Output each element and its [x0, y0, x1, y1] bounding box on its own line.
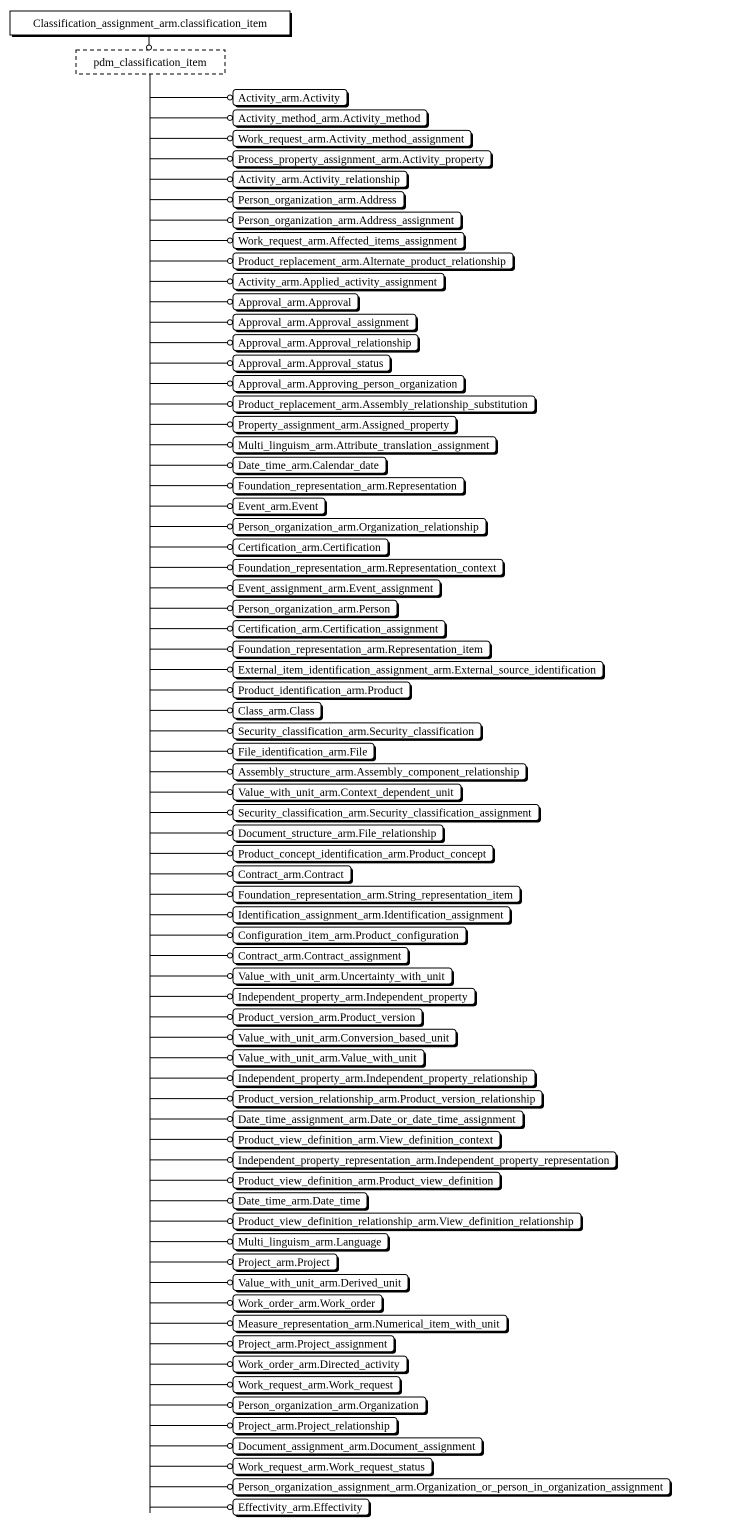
entity-label: Product_replacement_arm.Alternate_product_relationship	[238, 255, 506, 268]
branch-end-circle	[228, 279, 233, 284]
select-item	[150, 1091, 544, 1109]
entity-label: Independent_property_arm.Independent_property	[238, 991, 468, 1004]
select-item	[150, 1234, 390, 1252]
connector-end-circle	[147, 45, 152, 50]
entity-label: Activity_arm.Activity_relationship	[238, 174, 400, 187]
branch-end-circle	[228, 892, 233, 897]
select-item	[150, 416, 458, 434]
select-item	[150, 233, 466, 251]
entity-label: Date_time_arm.Date_time	[238, 1195, 361, 1208]
entity-label: Event_assignment_arm.Event_assignment	[238, 582, 434, 595]
select-item	[150, 825, 445, 843]
select-item	[150, 988, 477, 1006]
select-item	[150, 662, 605, 680]
branch-end-circle	[228, 1505, 233, 1510]
select-item	[150, 805, 541, 823]
select-item	[150, 1499, 371, 1517]
branch-end-circle	[228, 544, 233, 549]
branch-end-circle	[228, 197, 233, 202]
entity-label: Document_assignment_arm.Document_assignment	[238, 1440, 476, 1453]
entity-label: Measure_representation_arm.Numerical_item_with_unit	[238, 1318, 500, 1331]
select-item	[150, 1336, 396, 1354]
select-type-label: pdm_classification_item	[93, 57, 207, 69]
select-item	[150, 927, 468, 945]
entity-label: Person_organization_arm.Organization_relationship	[238, 521, 479, 534]
branch-end-circle	[228, 1464, 233, 1469]
select-item	[150, 273, 446, 291]
entity-label: Foundation_representation_arm.Representation_item	[238, 644, 483, 657]
select-item	[150, 457, 388, 475]
select-item	[150, 1458, 434, 1476]
entity-label: Foundation_representation_arm.Representation	[238, 480, 457, 493]
select-item	[150, 1377, 402, 1395]
select-item	[150, 845, 495, 863]
select-item	[150, 702, 323, 720]
select-item	[150, 110, 429, 128]
branch-end-circle	[228, 1076, 233, 1081]
select-item	[150, 641, 492, 659]
entity-label: Certification_arm.Certification	[238, 541, 381, 554]
select-item	[150, 151, 493, 169]
select-item	[150, 559, 505, 577]
branch-end-circle	[228, 258, 233, 263]
select-item	[150, 294, 360, 312]
branch-end-circle	[228, 95, 233, 100]
entity-label: Person_organization_arm.Person	[238, 603, 391, 616]
entity-label: Value_with_unit_arm.Derived_unit	[238, 1277, 402, 1290]
entity-label: Work_request_arm.Activity_method_assignment	[238, 133, 465, 146]
branch-end-circle	[228, 1403, 233, 1408]
entity-label: File_identification_arm.File	[238, 746, 368, 759]
branch-end-circle	[228, 994, 233, 999]
entity-label: Product_concept_identification_arm.Product_concept	[238, 848, 487, 861]
select-item	[150, 171, 409, 189]
select-item	[150, 580, 442, 598]
entity-label: Value_with_unit_arm.Value_with_unit	[238, 1052, 417, 1065]
select-item	[150, 212, 463, 230]
branch-end-circle	[228, 361, 233, 366]
branch-end-circle	[228, 667, 233, 672]
branch-end-circle	[228, 973, 233, 978]
branch-end-circle	[228, 1362, 233, 1367]
branch-end-circle	[228, 830, 233, 835]
select-item	[150, 1274, 410, 1292]
branch-end-circle	[228, 851, 233, 856]
entity-label: Property_assignment_arm.Assigned_property	[238, 419, 450, 432]
select-item	[150, 1213, 583, 1231]
select-item	[150, 764, 528, 782]
branch-end-circle	[228, 320, 233, 325]
entity-label: Value_with_unit_arm.Uncertainty_with_unit	[238, 970, 445, 983]
select-item	[150, 498, 327, 516]
select-item	[150, 1009, 424, 1027]
entity-label: Product_view_definition_arm.View_definition_context	[238, 1134, 494, 1147]
branch-end-circle	[228, 1341, 233, 1346]
entity-label: Activity_method_arm.Activity_method	[238, 112, 421, 125]
entity-label: Product_version_arm.Product_version	[238, 1011, 416, 1024]
entity-label: Person_organization_assignment_arm.Organization_or_person_in_organization_assignment	[238, 1481, 664, 1494]
entity-label: Work_order_arm.Work_order	[238, 1297, 376, 1310]
select-item	[150, 1295, 384, 1313]
branch-end-circle	[228, 1484, 233, 1489]
entity-label: Event_arm.Event	[238, 501, 319, 514]
select-item	[150, 130, 473, 148]
branch-end-circle	[228, 381, 233, 386]
branch-end-circle	[228, 871, 233, 876]
branch-end-circle	[228, 912, 233, 917]
entity-label: Multi_linguism_arm.Attribute_translation_assignment	[238, 439, 490, 452]
select-item	[150, 1254, 339, 1272]
select-item	[150, 376, 466, 394]
select-item	[150, 1050, 426, 1068]
branch-end-circle	[228, 299, 233, 304]
select-item	[150, 886, 522, 904]
branch-end-circle	[228, 1035, 233, 1040]
entity-label: Project_arm.Project	[238, 1257, 330, 1270]
entity-label: Product_view_definition_relationship_arm.View_definition_relationship	[238, 1216, 574, 1229]
branch-end-circle	[228, 483, 233, 488]
branch-end-circle	[228, 1096, 233, 1101]
entity-label: Contract_arm.Contract_assignment	[238, 950, 402, 963]
entity-label: Product_replacement_arm.Assembly_relationship_substitution	[238, 398, 528, 411]
entity-label: Approval_arm.Approval_relationship	[238, 337, 412, 350]
select-item	[150, 866, 353, 884]
select-item	[150, 1111, 525, 1129]
entity-label: Foundation_representation_arm.String_representation_item	[238, 889, 513, 902]
branch-end-circle	[228, 1219, 233, 1224]
branch-end-circle	[228, 687, 233, 692]
branch-end-circle	[228, 1239, 233, 1244]
select-item	[150, 1152, 618, 1170]
select-items	[150, 90, 672, 1518]
entity-label: Project_arm.Project_assignment	[238, 1338, 388, 1351]
select-item	[150, 519, 488, 537]
branch-end-circle	[228, 749, 233, 754]
branch-end-circle	[228, 136, 233, 141]
branch-end-circle	[228, 156, 233, 161]
branch-end-circle	[228, 1055, 233, 1060]
branch-end-circle	[228, 565, 233, 570]
branch-end-circle	[228, 1382, 233, 1387]
select-item	[150, 478, 466, 496]
branch-end-circle	[228, 728, 233, 733]
entity-label: Value_with_unit_arm.Conversion_based_unit	[238, 1032, 450, 1045]
entity-label: Work_order_arm.Directed_activity	[238, 1359, 400, 1372]
entity-label: Activity_arm.Applied_activity_assignment	[238, 276, 437, 289]
select-item	[150, 396, 537, 414]
select-item	[150, 1315, 509, 1333]
select-item	[150, 968, 454, 986]
select-item	[150, 335, 420, 353]
branch-end-circle	[228, 463, 233, 468]
select-item	[150, 621, 447, 639]
branch-end-circle	[228, 1198, 233, 1203]
branch-end-circle	[228, 422, 233, 427]
branch-end-circle	[228, 606, 233, 611]
branch-end-circle	[228, 1178, 233, 1183]
select-item	[150, 682, 412, 700]
select-item	[150, 1356, 409, 1374]
entity-label: Security_classification_arm.Security_classification_assignment	[238, 807, 532, 820]
root-entity-label: Classification_assignment_arm.classification_item	[32, 18, 268, 30]
entity-label: Assembly_structure_arm.Assembly_component_relationship	[238, 766, 520, 779]
branch-end-circle	[228, 769, 233, 774]
branch-end-circle	[228, 1117, 233, 1122]
select-item	[150, 355, 392, 373]
entity-label: Work_request_arm.Work_request	[238, 1379, 393, 1392]
branch-end-circle	[228, 177, 233, 182]
entity-label: Foundation_representation_arm.Representation_context	[238, 562, 497, 575]
branch-end-circle	[228, 1423, 233, 1428]
entity-label: Date_time_assignment_arm.Date_or_date_time_assignment	[238, 1114, 516, 1126]
select-item	[150, 253, 515, 271]
branch-end-circle	[228, 585, 233, 590]
entity-label: Work_request_arm.Affected_items_assignment	[238, 235, 457, 248]
select-item	[150, 1479, 672, 1497]
select-item	[150, 314, 418, 332]
branch-end-circle	[228, 524, 233, 529]
branch-end-circle	[228, 626, 233, 631]
branch-end-circle	[228, 647, 233, 652]
select-item	[150, 948, 410, 966]
entity-label: Approval_arm.Approval_assignment	[238, 317, 409, 330]
entity-label: External_item_identification_assignment_arm.External_source_identification	[238, 664, 596, 677]
entity-label: Class_arm.Class	[238, 705, 315, 718]
select-item	[150, 743, 376, 761]
select-item	[150, 1193, 369, 1211]
branch-end-circle	[228, 1443, 233, 1448]
select-item	[150, 1397, 428, 1415]
branch-end-circle	[228, 790, 233, 795]
entity-label: Product_identification_arm.Product	[238, 684, 404, 697]
branch-end-circle	[228, 953, 233, 958]
entity-label: Project_arm.Project_relationship	[238, 1420, 390, 1433]
entity-label: Approval_arm.Approving_person_organization	[238, 378, 458, 391]
branch-end-circle	[228, 401, 233, 406]
entity-label: Independent_property_representation_arm.Independent_property_representation	[238, 1154, 610, 1167]
entity-label: Contract_arm.Contract	[238, 868, 344, 881]
branch-end-circle	[228, 810, 233, 815]
select-item	[150, 539, 390, 557]
branch-end-circle	[228, 115, 233, 120]
entity-label: Effectivity_arm.Effectivity	[238, 1502, 363, 1515]
branch-end-circle	[228, 1321, 233, 1326]
select-item	[150, 784, 463, 802]
entity-label: Product_version_relationship_arm.Product_version_relationship	[238, 1093, 536, 1106]
branch-end-circle	[228, 1280, 233, 1285]
entity-label: Person_organization_arm.Organization	[238, 1400, 419, 1413]
branch-end-circle	[228, 442, 233, 447]
entity-label: Document_structure_arm.File_relationship	[238, 827, 437, 840]
entity-label: Multi_linguism_arm.Language	[238, 1236, 382, 1249]
branch-end-circle	[228, 1300, 233, 1305]
entity-label: Value_with_unit_arm.Context_dependent_unit	[238, 787, 454, 800]
entity-label: Work_request_arm.Work_request_status	[238, 1461, 425, 1474]
select-item	[150, 907, 512, 925]
branch-end-circle	[228, 238, 233, 243]
entity-label: Person_organization_arm.Address_assignment	[238, 215, 455, 228]
select-item	[150, 437, 498, 455]
select-item	[150, 1438, 484, 1456]
entity-label: Activity_arm.Activity	[238, 92, 340, 105]
branch-end-circle	[228, 1137, 233, 1142]
branch-end-circle	[228, 1157, 233, 1162]
entity-label: Independent_property_arm.Independent_property_relationship	[238, 1073, 528, 1086]
entity-label: Configuration_item_arm.Product_configuration	[238, 930, 459, 943]
entity-label: Security_classification_arm.Security_classification	[238, 725, 474, 738]
entity-label: Product_view_definition_arm.Product_view_definition	[238, 1175, 494, 1188]
entity-label: Approval_arm.Approval_status	[238, 358, 384, 371]
branch-end-circle	[228, 340, 233, 345]
branch-end-circle	[228, 933, 233, 938]
select-item	[150, 1070, 537, 1088]
entity-label: Certification_arm.Certification_assignment	[238, 623, 439, 636]
branch-end-circle	[228, 1260, 233, 1265]
select-item	[150, 723, 483, 741]
select-item	[150, 192, 406, 210]
select-item	[150, 1131, 502, 1149]
branch-end-circle	[228, 218, 233, 223]
select-item	[150, 1172, 502, 1190]
select-item	[150, 600, 399, 618]
entity-label: Process_property_assignment_arm.Activity_property	[238, 153, 485, 166]
select-item	[150, 1417, 399, 1435]
select-item	[150, 1029, 458, 1047]
entity-label: Approval_arm.Approval	[238, 296, 352, 309]
branch-end-circle	[228, 504, 233, 509]
entity-label: Date_time_arm.Calendar_date	[238, 460, 379, 473]
select-item	[150, 90, 349, 108]
branch-end-circle	[228, 1014, 233, 1019]
entity-label: Person_organization_arm.Address	[238, 194, 397, 207]
branch-end-circle	[228, 708, 233, 713]
entity-label: Identification_assignment_arm.Identification_assignment	[238, 909, 504, 922]
